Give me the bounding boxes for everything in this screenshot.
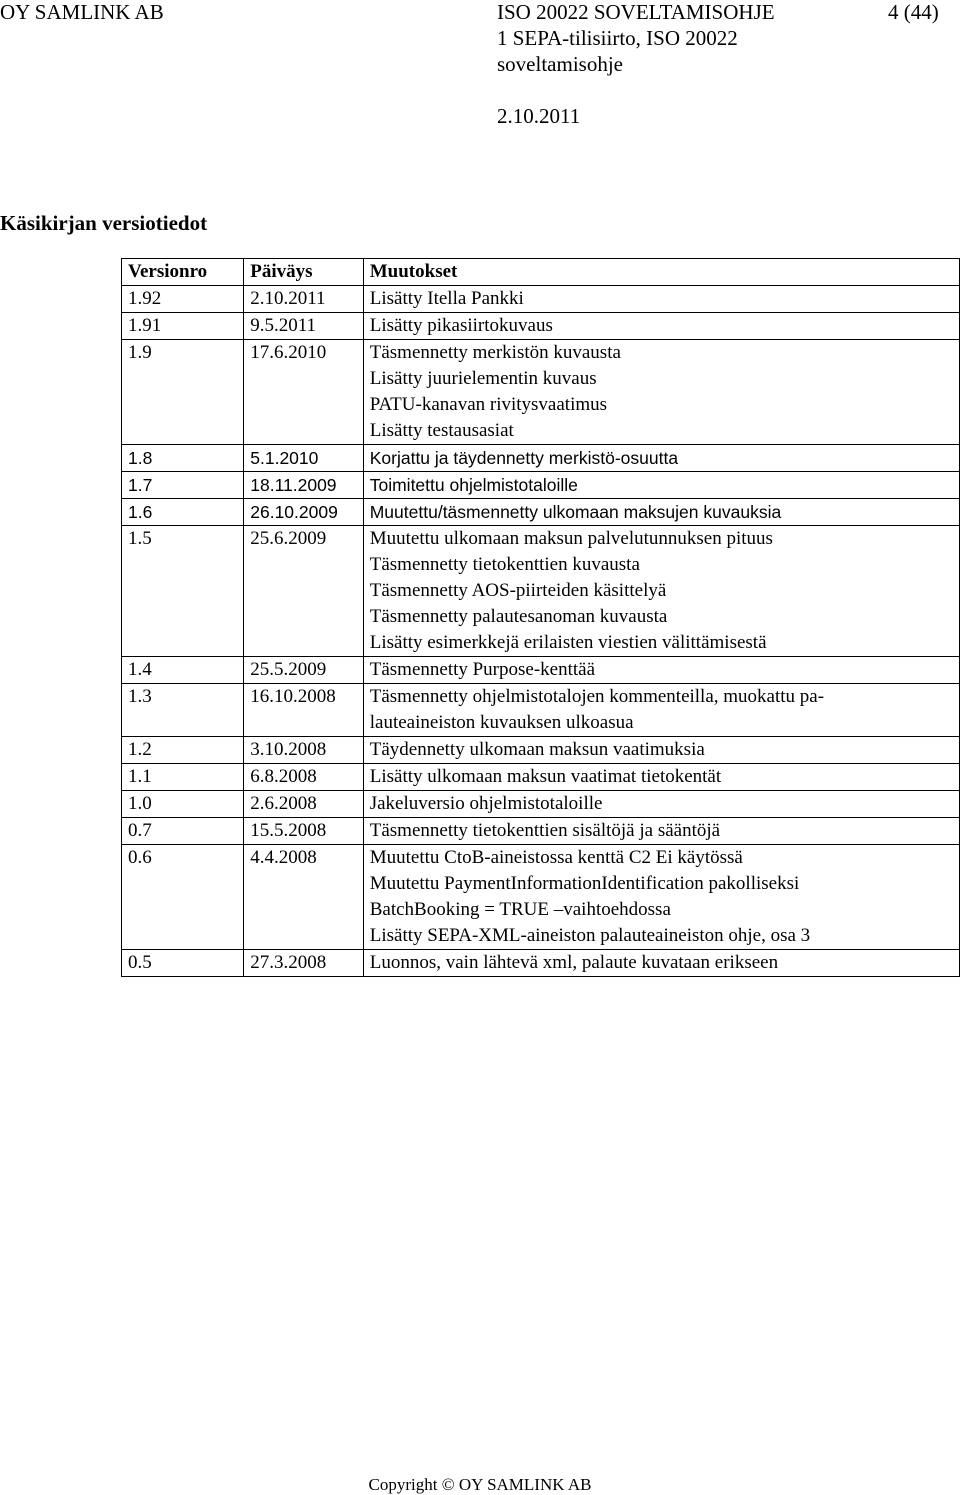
header-document-title: ISO 20022 SOVELTAMISOHJE — [497, 0, 775, 24]
cell-date: 26.10.2009 — [244, 499, 363, 526]
table-row — [122, 340, 960, 445]
change-line: Täydennetty ulkomaan maksun vaatimuksia — [369, 739, 705, 760]
cell-changes — [363, 313, 959, 340]
table-row — [122, 286, 960, 313]
cell-date: 9.5.2011 — [244, 313, 363, 340]
header-date: 2.10.2011 — [497, 104, 581, 128]
cell-date: 5.1.2010 — [244, 445, 363, 472]
table-header-row — [122, 259, 960, 286]
change-line: Lisätty Itella Pankki — [369, 288, 524, 309]
change-line: Lisätty pikasiirtokuvaus — [369, 315, 553, 336]
column-header-version: Versionro — [122, 259, 244, 286]
change-line: Täsmennetty Purpose-kenttää — [369, 659, 596, 680]
cell-date: 2.10.2011 — [244, 286, 363, 313]
cell-date: 27.3.2008 — [244, 950, 363, 977]
cell-version: 0.7 — [122, 818, 244, 845]
table-row — [122, 737, 960, 764]
cell-date: 6.8.2008 — [244, 764, 363, 791]
change-line: Lisätty ulkomaan maksun vaatimat tietokentät — [369, 766, 722, 787]
cell-version: 1.7 — [122, 472, 244, 499]
change-line: Lisätty esimerkkejä erilaisten viestien välittämisestä — [369, 632, 767, 653]
table-row — [122, 472, 960, 499]
change-line: Muutettu CtoB-aineistossa kenttä C2 Ei käytössä — [369, 847, 743, 868]
cell-date: 25.5.2009 — [244, 657, 363, 684]
cell-date: 18.11.2009 — [244, 472, 363, 499]
header-subtitle-line2: soveltamisohje — [497, 52, 623, 76]
table-row — [122, 684, 960, 737]
change-line: Täsmennetty merkistön kuvausta — [369, 342, 621, 363]
section-title: Käsikirjan versiotiedot — [0, 211, 208, 235]
change-line: Täsmennetty tietokenttien sisältöjä ja sääntöjä — [369, 820, 721, 841]
footer-copyright: Copyright © OY SAMLINK AB — [368, 1475, 592, 1494]
change-line: Täsmennetty ohjelmistotalojen kommenteilla, muokattu pa- — [369, 686, 825, 707]
change-line: Täsmennetty palautesanoman kuvausta — [369, 606, 668, 627]
change-line: Toimitettu ohjelmistotaloille — [369, 475, 578, 495]
change-line: Jakeluversio ohjelmistotaloille — [369, 793, 603, 814]
cell-changes — [363, 499, 959, 526]
change-line: lauteaineiston kuvauksen ulkoasua — [369, 712, 634, 733]
cell-version: 1.9 — [122, 340, 244, 445]
table-row — [122, 526, 960, 657]
table-row — [122, 764, 960, 791]
cell-version: 1.6 — [122, 499, 244, 526]
cell-date: 17.6.2010 — [244, 340, 363, 445]
cell-version: 1.4 — [122, 657, 244, 684]
cell-version: 1.0 — [122, 791, 244, 818]
cell-changes — [363, 657, 959, 684]
header-subtitle-line1: 1 SEPA-tilisiirto, ISO 20022 — [497, 26, 738, 50]
cell-version: 1.1 — [122, 764, 244, 791]
header-company: OY SAMLINK AB — [0, 0, 164, 24]
header-page-number: 4 (44) — [888, 0, 939, 24]
table-row — [122, 818, 960, 845]
change-line: PATU-kanavan rivitysvaatimus — [369, 394, 608, 415]
cell-version: 0.6 — [122, 845, 244, 950]
cell-date: 16.10.2008 — [244, 684, 363, 737]
change-line: Täsmennetty AOS-piirteiden käsittelyä — [369, 580, 667, 601]
change-line: Muutettu PaymentInformationIdentification pakolliseksi — [369, 873, 800, 894]
change-line: BatchBooking = TRUE –vaihtoehdossa — [369, 899, 671, 920]
cell-changes — [363, 791, 959, 818]
cell-version: 1.8 — [122, 445, 244, 472]
cell-date: 15.5.2008 — [244, 818, 363, 845]
cell-version: 1.91 — [122, 313, 244, 340]
cell-date: 4.4.2008 — [244, 845, 363, 950]
cell-changes — [363, 737, 959, 764]
change-line: Korjattu ja täydennetty merkistö-osuutta — [369, 448, 679, 468]
change-line: Muutettu ulkomaan maksun palvelutunnuksen pituus — [369, 528, 773, 549]
table-body — [122, 286, 960, 977]
cell-version: 1.5 — [122, 526, 244, 657]
cell-version: 0.5 — [122, 950, 244, 977]
cell-changes — [363, 950, 959, 977]
cell-date: 3.10.2008 — [244, 737, 363, 764]
cell-version: 1.2 — [122, 737, 244, 764]
version-history-table — [121, 258, 960, 977]
table-row — [122, 791, 960, 818]
cell-date: 25.6.2009 — [244, 526, 363, 657]
table-row — [122, 445, 960, 472]
cell-date: 2.6.2008 — [244, 791, 363, 818]
cell-version: 1.92 — [122, 286, 244, 313]
table-row — [122, 657, 960, 684]
change-line: Lisätty SEPA-XML-aineiston palauteaineiston ohje, osa 3 — [369, 925, 811, 946]
change-line: Lisätty testausasiat — [369, 420, 514, 441]
cell-version: 1.3 — [122, 684, 244, 737]
change-line: Täsmennetty tietokenttien kuvausta — [369, 554, 640, 575]
table-row — [122, 499, 960, 526]
column-header-date: Päiväys — [244, 259, 363, 286]
cell-changes — [363, 340, 959, 445]
table-row — [122, 950, 960, 977]
table-row — [122, 845, 960, 950]
cell-changes — [363, 472, 959, 499]
cell-changes — [363, 684, 959, 737]
change-line: Muutettu/täsmennetty ulkomaan maksujen kuvauksia — [369, 502, 782, 522]
cell-changes — [363, 526, 959, 657]
cell-changes — [363, 445, 959, 472]
column-header-changes: Muutokset — [363, 259, 959, 286]
cell-changes — [363, 818, 959, 845]
cell-changes — [363, 845, 959, 950]
cell-changes — [363, 764, 959, 791]
change-line: Lisätty juurielementin kuvaus — [369, 368, 597, 389]
change-line: Luonnos, vain lähtevä xml, palaute kuvataan erikseen — [369, 952, 779, 973]
cell-changes — [363, 286, 959, 313]
table-row — [122, 313, 960, 340]
